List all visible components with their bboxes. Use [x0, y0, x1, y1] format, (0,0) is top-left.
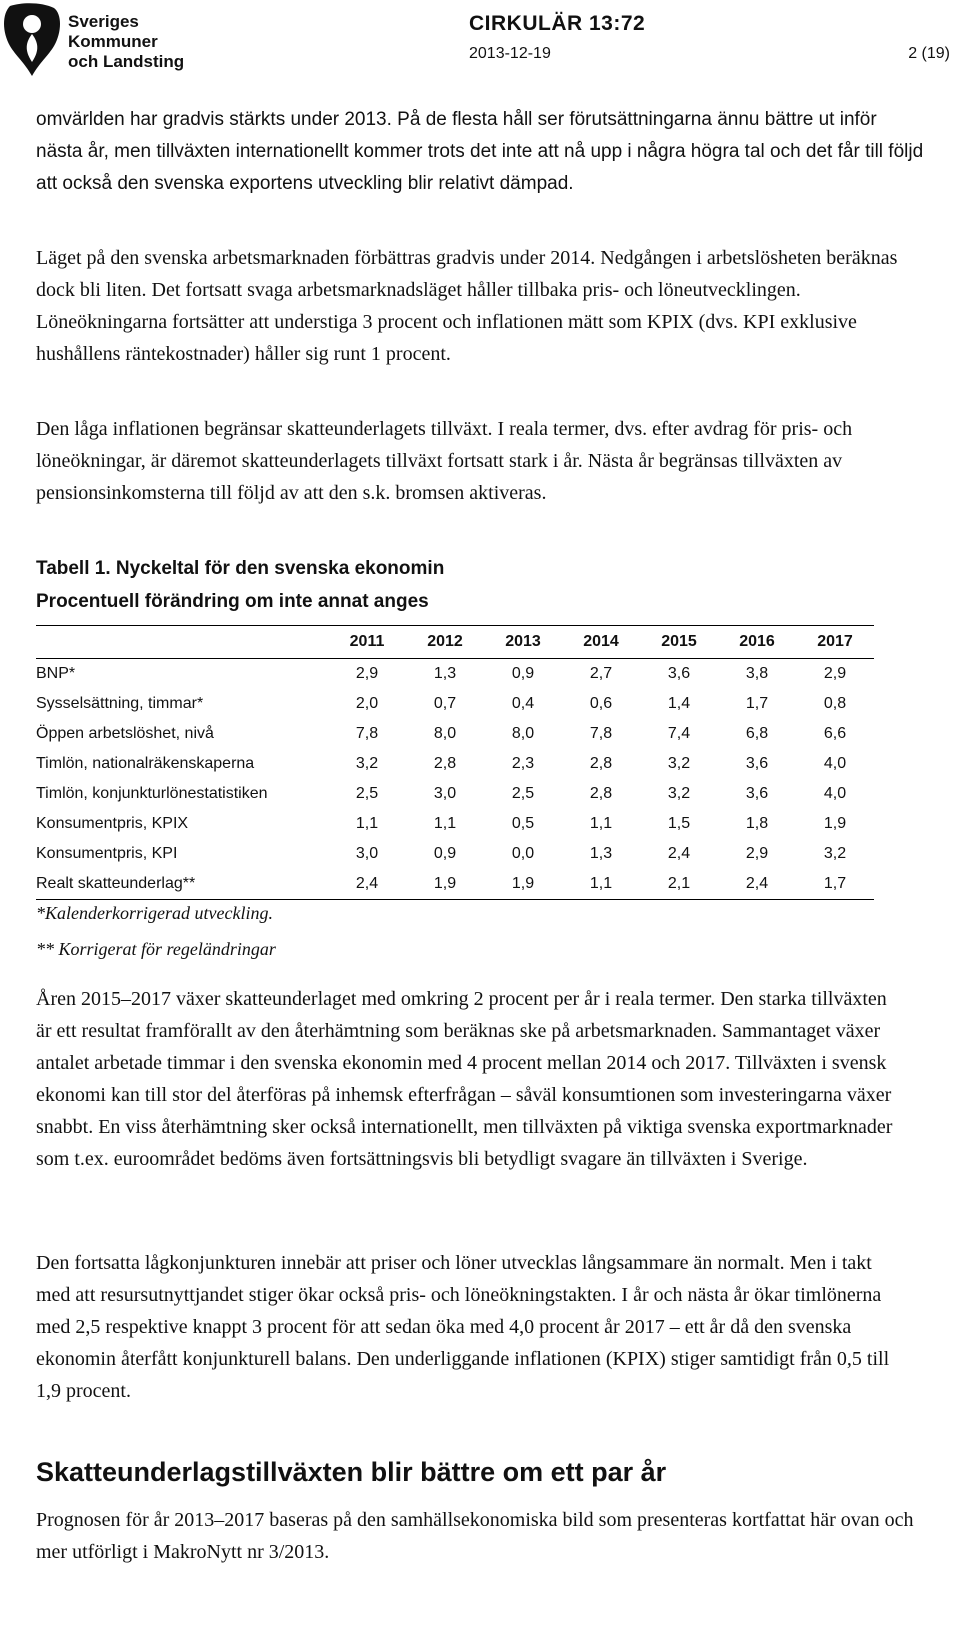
table-cell: 0,0 [511, 845, 535, 862]
table-row [36, 749, 874, 779]
table-cell: 3,6 [745, 755, 769, 772]
table-cell: 1,9 [511, 875, 535, 892]
section-heading: Skatteunderlagstillväxten blir bättre om ett par år [36, 1457, 667, 1487]
table-cell: 0,4 [511, 695, 535, 712]
row-label: Realt skatteunderlag** [36, 875, 196, 892]
table-cell: 0,9 [433, 845, 457, 862]
table-cell: 1,3 [589, 845, 613, 862]
circular-title: CIRKULÄR 13:72 [469, 12, 646, 35]
table-cell: 1,1 [355, 815, 379, 832]
table-cell: 7,8 [589, 725, 613, 742]
table-cell: 2,4 [355, 875, 379, 892]
circular-date: 2013-12-19 [469, 45, 551, 62]
year-header: 2013 [505, 633, 541, 650]
table-cell: 2,8 [433, 755, 457, 772]
row-label: Öppen arbetslöshet, nivå [36, 725, 214, 742]
table-cell: 2,9 [745, 845, 769, 862]
table-cell: 2,7 [589, 665, 613, 682]
table-cell: 1,9 [433, 875, 457, 892]
table-header-row [36, 626, 874, 659]
table-cell: 1,5 [667, 815, 691, 832]
table-cell: 3,6 [667, 665, 691, 682]
paragraph-3: Den låga inflationen begränsar skatteunderlagets tillväxt. I reala termer, dvs. efter avdrag för pris- och löneökningar, är däremot skatteunderlagets tillväxt fortsatt stark i år. Nästa år begränsas tillväxten av pensionsinkomsterna till följd av att den s.k. bromsen aktiveras. [36, 418, 853, 504]
table-title: Tabell 1. Nyckeltal för den svenska ekonomin [36, 558, 445, 579]
table-cell: 2,8 [589, 755, 613, 772]
paragraph-2: Läget på den svenska arbetsmarknaden förbättras gradvis under 2014. Nedgången i arbetslösheten beräknas dock bli liten. Det fortsatt svaga arbetsmarknadsläget håller tillbaka pris- och löneutvecklingen. Löneökningarna fortsätter att understiga 3 procent och inflationen mätt som KPIX (dvs. KPI exklusive hushållens räntekostnader) håller sig runt 1 procent. [36, 247, 898, 365]
row-label: Konsumentpris, KPIX [36, 815, 189, 832]
footnote-2: ** Korrigerat för regeländringar [36, 939, 276, 959]
table-cell: 3,0 [355, 845, 379, 862]
table-cell: 7,4 [667, 725, 691, 742]
year-header: 2012 [427, 633, 463, 650]
paragraph-5: Den fortsatta lågkonjunkturen innebär att priser och löner utvecklas långsammare än normalt. Men i takt med att resursutnyttjandet stiger ökar också pris- och löneökningstakten. I år och nästa år ökar timlönerna med 2,5 respektive knappt 3 procent för att sedan öka med 4,0 procent år 2017 – ett år då den svenska ekonomin återfått konjunkturell balans. Den underliggande inflationen (KPIX) stiger samtidigt från 0,5 till 1,9 procent. [36, 1252, 890, 1402]
logo-line-1: Sveriges [68, 12, 139, 31]
table-cell: 1,4 [667, 695, 691, 712]
table-cell: 0,6 [589, 695, 613, 712]
table-cell: 8,0 [511, 725, 535, 742]
table-subtitle: Procentuell förändring om inte annat anges [36, 591, 429, 612]
table-cell: 2,4 [667, 845, 691, 862]
table-cell: 2,5 [511, 785, 535, 802]
year-header: 2014 [583, 633, 619, 650]
year-header: 2016 [739, 633, 775, 650]
skl-logo [2, 2, 202, 78]
table-cell: 4,0 [823, 785, 847, 802]
row-label: Timlön, konjunkturlönestatistiken [36, 785, 268, 802]
paragraph-1: omvärlden har gradvis stärkts under 2013. På de flesta håll ser förutsättningarna ännu bättre ut inför nästa år, men tillväxten internationellt kommer trots det inte att nå upp i några högra tal och det får till följd att också den svenska exportens utveckling blir relativt dämpad. [36, 109, 924, 194]
year-header: 2011 [349, 633, 385, 650]
row-label: Timlön, nationalräkenskaperna [36, 755, 255, 772]
logo-line-3: och Landsting [68, 52, 185, 71]
table-cell: 2,4 [745, 875, 769, 892]
table-row [36, 779, 874, 809]
table-cell: 0,9 [511, 665, 535, 682]
skl-emblem-icon [2, 2, 64, 78]
key-figures-table [36, 625, 874, 900]
table-cell: 0,7 [433, 695, 457, 712]
table-cell: 1,7 [745, 695, 769, 712]
table-cell: 6,6 [823, 725, 847, 742]
table-cell: 0,5 [511, 815, 535, 832]
paragraph-4: Åren 2015–2017 växer skatteunderlaget med omkring 2 procent per år i reala termer. Den starka tillväxten är ett resultat framförallt av den återhämtning som beräknas ske på arbetsmarknaden. Sammantaget växer antalet arbetade timmar i den svenska ekonomin med 4 procent mellan 2014 och 2017. Tillväxten i svensk ekonomi kan till stor del återföras på inhemsk efterfrågan – såväl konsumtionen som investeringarna växer snabbt. En viss återhämtning sker också internationellt, men tillväxten på viktiga svenska exportmarknader som t.ex. euroområdet bedöms även fortsättningsvis bli betydligt svagare än tillväxten i Sverige. [36, 988, 893, 1170]
paragraph-6: Prognosen för år 2013–2017 baseras på den samhällsekonomiska bild som presenteras kortfattat här ovan och mer utförligt i MakroNytt nr 3/2013. [36, 1509, 914, 1563]
table-cell: 3,6 [745, 785, 769, 802]
table-cell: 3,2 [823, 845, 847, 862]
table-cell: 1,3 [433, 665, 457, 682]
table-row [36, 719, 874, 749]
year-header: 2017 [817, 633, 853, 650]
table-row [36, 839, 874, 869]
table-cell: 1,1 [589, 815, 613, 832]
table-cell: 3,2 [667, 755, 691, 772]
year-header: 2015 [661, 633, 697, 650]
table-row [36, 689, 874, 719]
table-row [36, 809, 874, 839]
table-row [36, 869, 874, 900]
table-cell: 2,3 [511, 755, 535, 772]
table-cell: 2,9 [355, 665, 379, 682]
table-cell: 2,9 [823, 665, 847, 682]
table-cell: 0,8 [823, 695, 847, 712]
logo-line-2: Kommuner [68, 32, 158, 51]
table-cell: 1,1 [433, 815, 457, 832]
table-cell: 8,0 [433, 725, 457, 742]
table-cell: 3,0 [433, 785, 457, 802]
table-cell: 2,0 [355, 695, 379, 712]
table-cell: 2,1 [667, 875, 691, 892]
table-cell: 3,2 [355, 755, 379, 772]
table-cell: 6,8 [745, 725, 769, 742]
logo-wordmark [68, 12, 184, 72]
table-cell: 1,8 [745, 815, 769, 832]
row-label: BNP* [36, 665, 76, 682]
row-label: Sysselsättning, timmar* [36, 695, 204, 712]
table-cell: 3,8 [745, 665, 769, 682]
table-cell: 1,7 [823, 875, 847, 892]
table-cell: 2,5 [355, 785, 379, 802]
row-label: Konsumentpris, KPI [36, 845, 178, 862]
footnote-1: *Kalenderkorrigerad utveckling. [36, 903, 273, 923]
table-cell: 4,0 [823, 755, 847, 772]
table-body [36, 659, 874, 900]
table-cell: 1,9 [823, 815, 847, 832]
table-cell: 7,8 [355, 725, 379, 742]
table-cell: 3,2 [667, 785, 691, 802]
page-number: 2 (19) [908, 45, 950, 62]
table-cell: 1,1 [589, 875, 613, 892]
table-cell: 2,8 [589, 785, 613, 802]
table-row [36, 659, 874, 689]
